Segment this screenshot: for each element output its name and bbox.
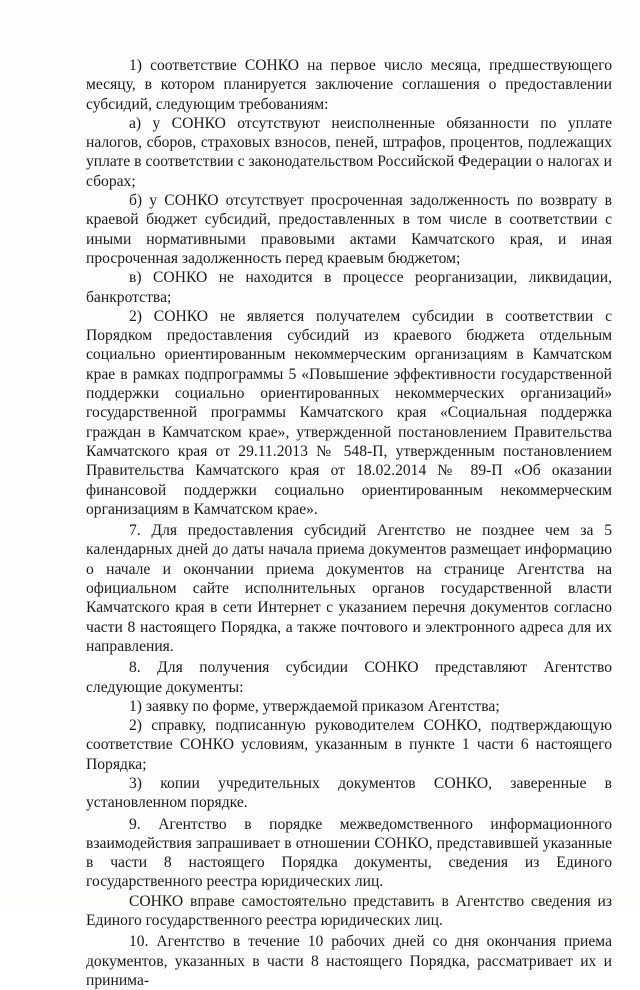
- paragraph-condition-1a: а) у СОНКО отсутствуют неисполненные обязанности по уплате налогов, сборов, страховых взносов, пеней, штрафов, процентов, подлежащих уплате в соответствии с законодательством Российской Федерации о налогах и сборах;: [86, 114, 612, 190]
- paragraph-condition-1: 1) соответствие СОНКО на первое число месяца, предшествующего месяцу, в котором планируется заключение соглашения о предоставлении субсидий, следующим требованиям:: [86, 57, 612, 113]
- paragraph-item-8-doc-1: 1) заявку по форме, утверждаемой приказом Агентства;: [129, 697, 500, 715]
- paragraph-condition-1v: в) СОНКО не находится в процессе реорганизации, ликвидации, банкротства;: [86, 269, 612, 306]
- paragraph-item-8-doc-3: 3) копии учредительных документов СОНКО, заверенные в установленном порядке.: [86, 774, 612, 812]
- paragraph-condition-2: 2) СОНКО не является получателем субсидии в соответствии с Порядком предоставления субсидий из краевого бюджета отдельным социально ориентированным некоммерческим организациям в Камчатском крае в рамках подпрограммы 5 «Повышение эффективности государственной поддержки социально ориентированных некоммерческих организаций» государственной программы Камчатского края «Социальная поддержка граждан в Камчатском крае», утвержденной постановлением Правительства Камчатского края от 29.11.2013 № 548-П, утвержденным постановлением Правительства Камчатского края от 18.02.2014 № 89-П «Об оказании финансовой поддержки социально ориентированным некоммерческим организациям в Камчатском крае».: [86, 307, 612, 518]
- paragraph-condition-1b: б) у СОНКО отсутствует просроченная задолженность по возврату в краевой бюджет субсидий, предоставленных в том числе в соответствии с иными нормативными правовыми актами Камчатского края, и иная просроченная задолженность перед краевым бюджетом;: [86, 192, 612, 267]
- paragraph-item-9: 9. Агентство в порядке межведомственного информационного взаимодействия запрашивает в отношении СОНКО, представившей указанные в части 8 настоящего Порядка документы, сведения из Единого государственного реестра юридических лиц.: [86, 815, 612, 891]
- paragraph-item-9-note: СОНКО вправе самостоятельно представить в Агентство сведения из Единого государственного реестра юридических лиц.: [86, 892, 612, 930]
- paragraph-item-8: 8. Для получения субсидии СОНКО представляют Агентство следующие документы:: [86, 659, 612, 696]
- paragraph-item-8-doc-2: 2) справку, подписанную руководителем СОНКО, подтверждающую соответствие СОНКО условиям, указанным в пункте 1 части 6 настоящего Порядка;: [86, 717, 612, 773]
- paragraph-item-10: 10. Агентство в течение 10 рабочих дней со дня окончания приема документов, указанных в части 8 настоящего Порядка, рассматривает их и принима-: [86, 933, 612, 989]
- paragraph-item-7: 7. Для предоставления субсидий Агентство не позднее чем за 5 календарных дней до даты начала приема документов размещает информацию о начале и окончании приема документов на странице Агентства на официальном сайте исполнительных органов государственной власти Камчатского края в сети Интернет с указанием перечня документов согласно части 8 настоящего Порядка, а также почтового и электронного адреса для их направления.: [86, 522, 612, 655]
